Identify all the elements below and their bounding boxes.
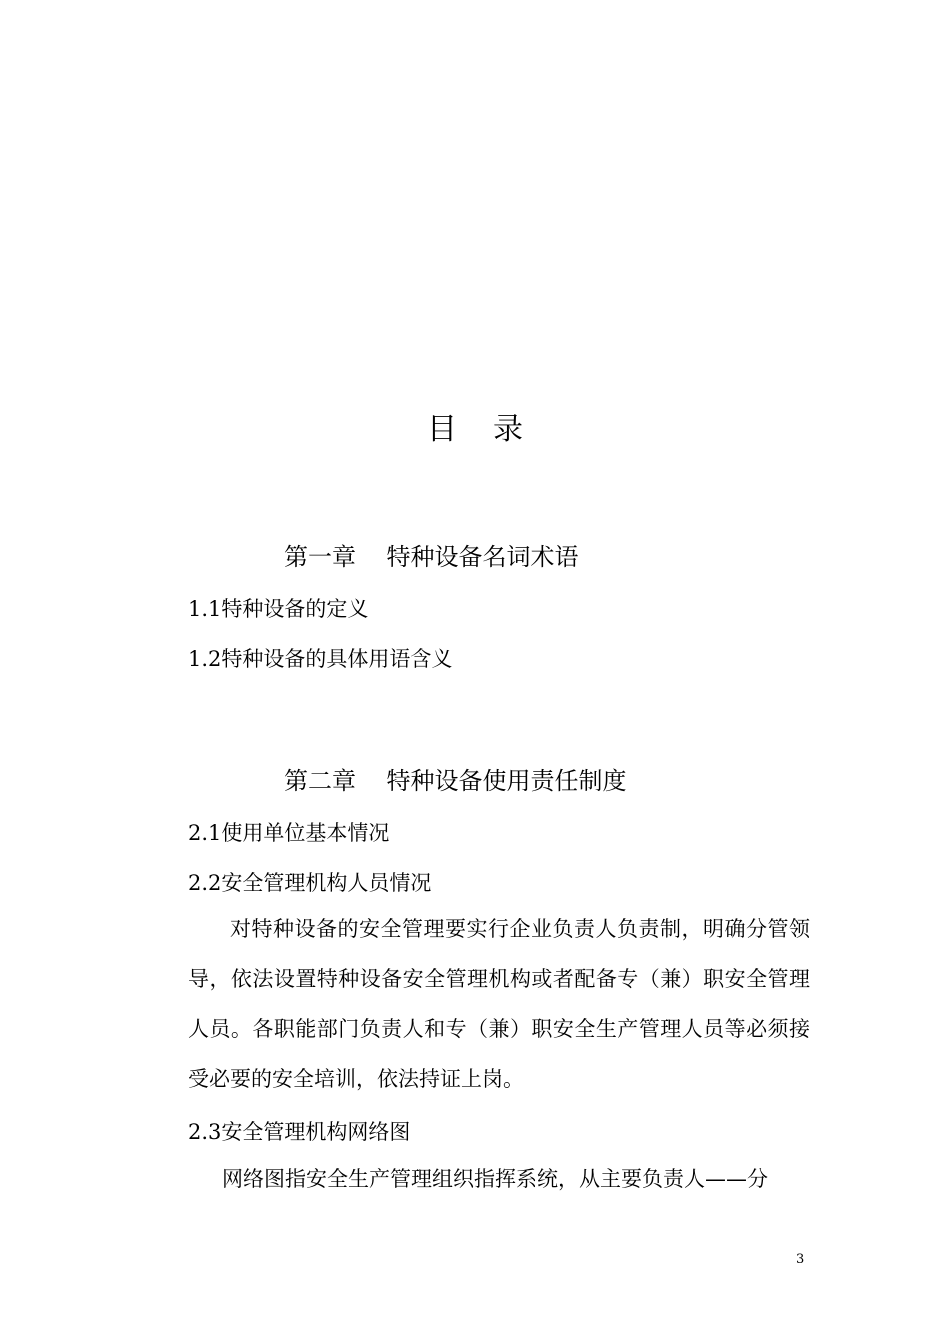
toc-item-1-1: 1.1特种设备的定义: [188, 597, 369, 621]
toc-item-1-2: 1.2特种设备的具体用语含义: [188, 647, 453, 671]
body-paragraph-1: 对特种设备的安全管理要实行企业负责人负责制，明确分管领导，依法设置特种设备安全管理机构或者配备专（兼）职安全管理人员。各职能部门负责人和专（兼）职安全生产管理人员等必须接受必要的安全培训，依法持证上岗。: [188, 917, 810, 1091]
toc-item-2-1: 2.1使用单位基本情况: [188, 821, 390, 845]
page-title: 目录: [427, 412, 559, 447]
body-paragraph-2: 网络图指安全生产管理组织指挥系统，从主要负责人——分: [222, 1167, 768, 1191]
toc-item-2-2: 2.2安全管理机构人员情况: [188, 871, 432, 895]
toc-item-2-3: 2.3安全管理机构网络图: [188, 1120, 411, 1144]
chapter-1-heading: 第一章 特种设备名词术语: [284, 543, 579, 571]
chapter-2-heading: 第二章 特种设备使用责任制度: [284, 767, 627, 795]
page-number: 3: [796, 1252, 805, 1267]
